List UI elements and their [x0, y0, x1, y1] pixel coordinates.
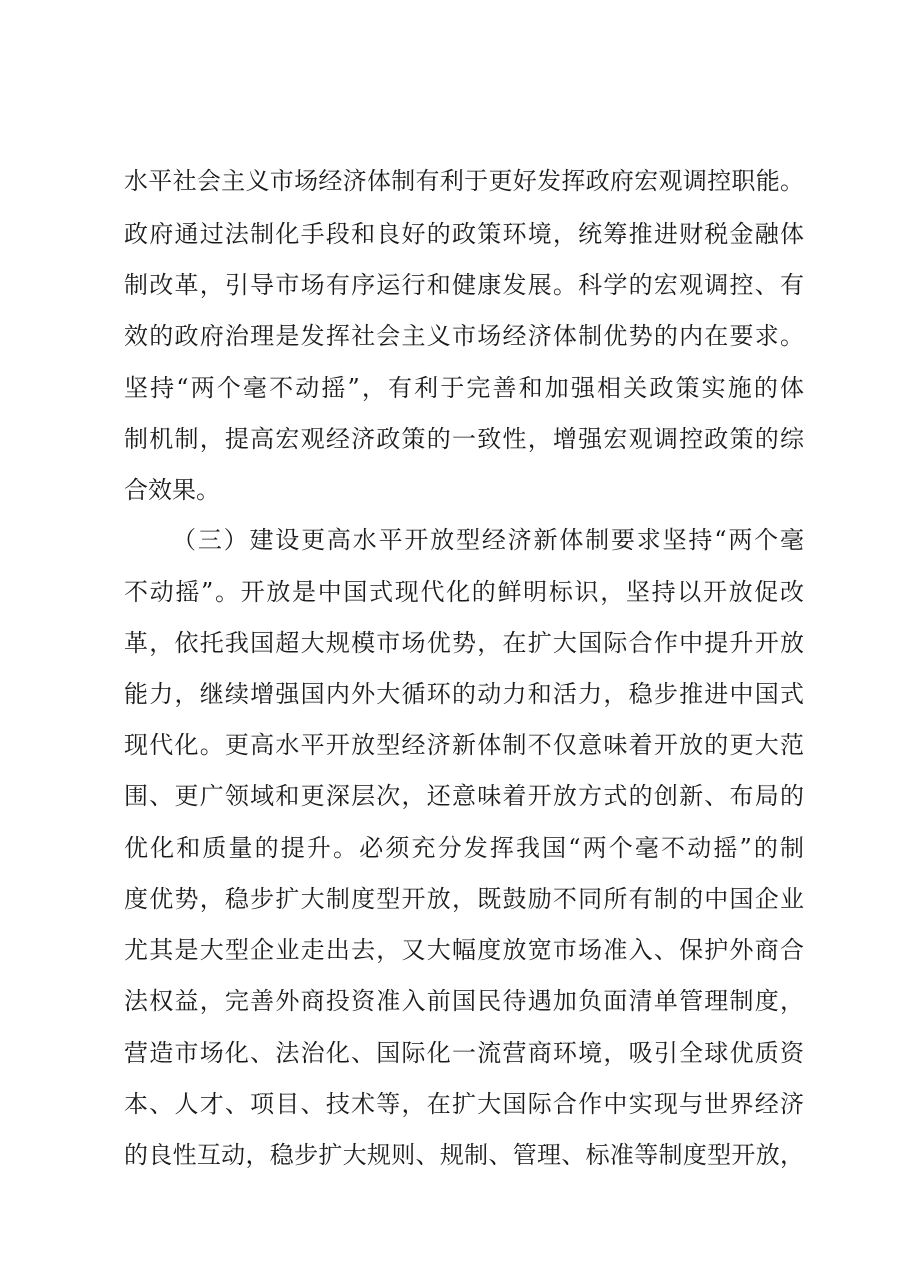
- text-line: 度优势，稳步扩大制度型开放，既鼓励不同所有制的中国企业: [124, 885, 804, 913]
- text-line: 营造市场化、法治化、国际化一流营商环境，吸引全球优质资: [124, 1039, 804, 1067]
- text-line: 法权益，完善外商投资准入前国民待遇加负面清单管理制度，: [124, 987, 804, 1015]
- text-line: 现代化。更高水平开放型经济新体制不仅意味着开放的更大范: [124, 731, 804, 759]
- text-line: 尤其是大型企业走出去，又大幅度放宽市场准入、保护外商合: [124, 936, 804, 964]
- text-line: 合效果。: [124, 476, 220, 504]
- text-line: 能力，继续增强国内外大循环的动力和活力，稳步推进中国式: [124, 680, 804, 708]
- text-line: 水平社会主义市场经济体制有利于更好发挥政府宏观调控职能。: [124, 167, 804, 195]
- text-line: 优化和质量的提升。必须充分发挥我国“两个毫不动摇”的制: [124, 834, 804, 862]
- text-line: 围、更广领域和更深层次，还意味着开放方式的创新、布局的: [124, 782, 804, 810]
- text-line: 政府通过法制化手段和良好的政策环境，统筹推进财税金融体: [124, 220, 804, 248]
- text-line: 本、人才、项目、技术等，在扩大国际合作中实现与世界经济: [124, 1090, 804, 1118]
- text-line: 制机制，提高宏观经济政策的一致性，增强宏观调控政策的综: [124, 425, 804, 453]
- text-line: 效的政府治理是发挥社会主义市场经济体制优势的内在要求。: [124, 322, 804, 350]
- text-line: 不动摇”。开放是中国式现代化的鲜明标识，坚持以开放促改: [124, 578, 804, 606]
- text-line: 的良性互动，稳步扩大规则、规制、管理、标准等制度型开放，: [124, 1141, 804, 1169]
- text-line: 革，依托我国超大规模市场优势，在扩大国际合作中提升开放: [124, 629, 804, 657]
- text-line: 制改革，引导市场有序运行和健康发展。科学的宏观调控、有: [124, 271, 804, 299]
- text-line: 坚持“两个毫不动摇”，有利于完善和加强相关政策实施的体: [124, 374, 804, 402]
- section-heading-line: （三）建设更高水平开放型经济新体制要求坚持“两个毫: [172, 526, 804, 554]
